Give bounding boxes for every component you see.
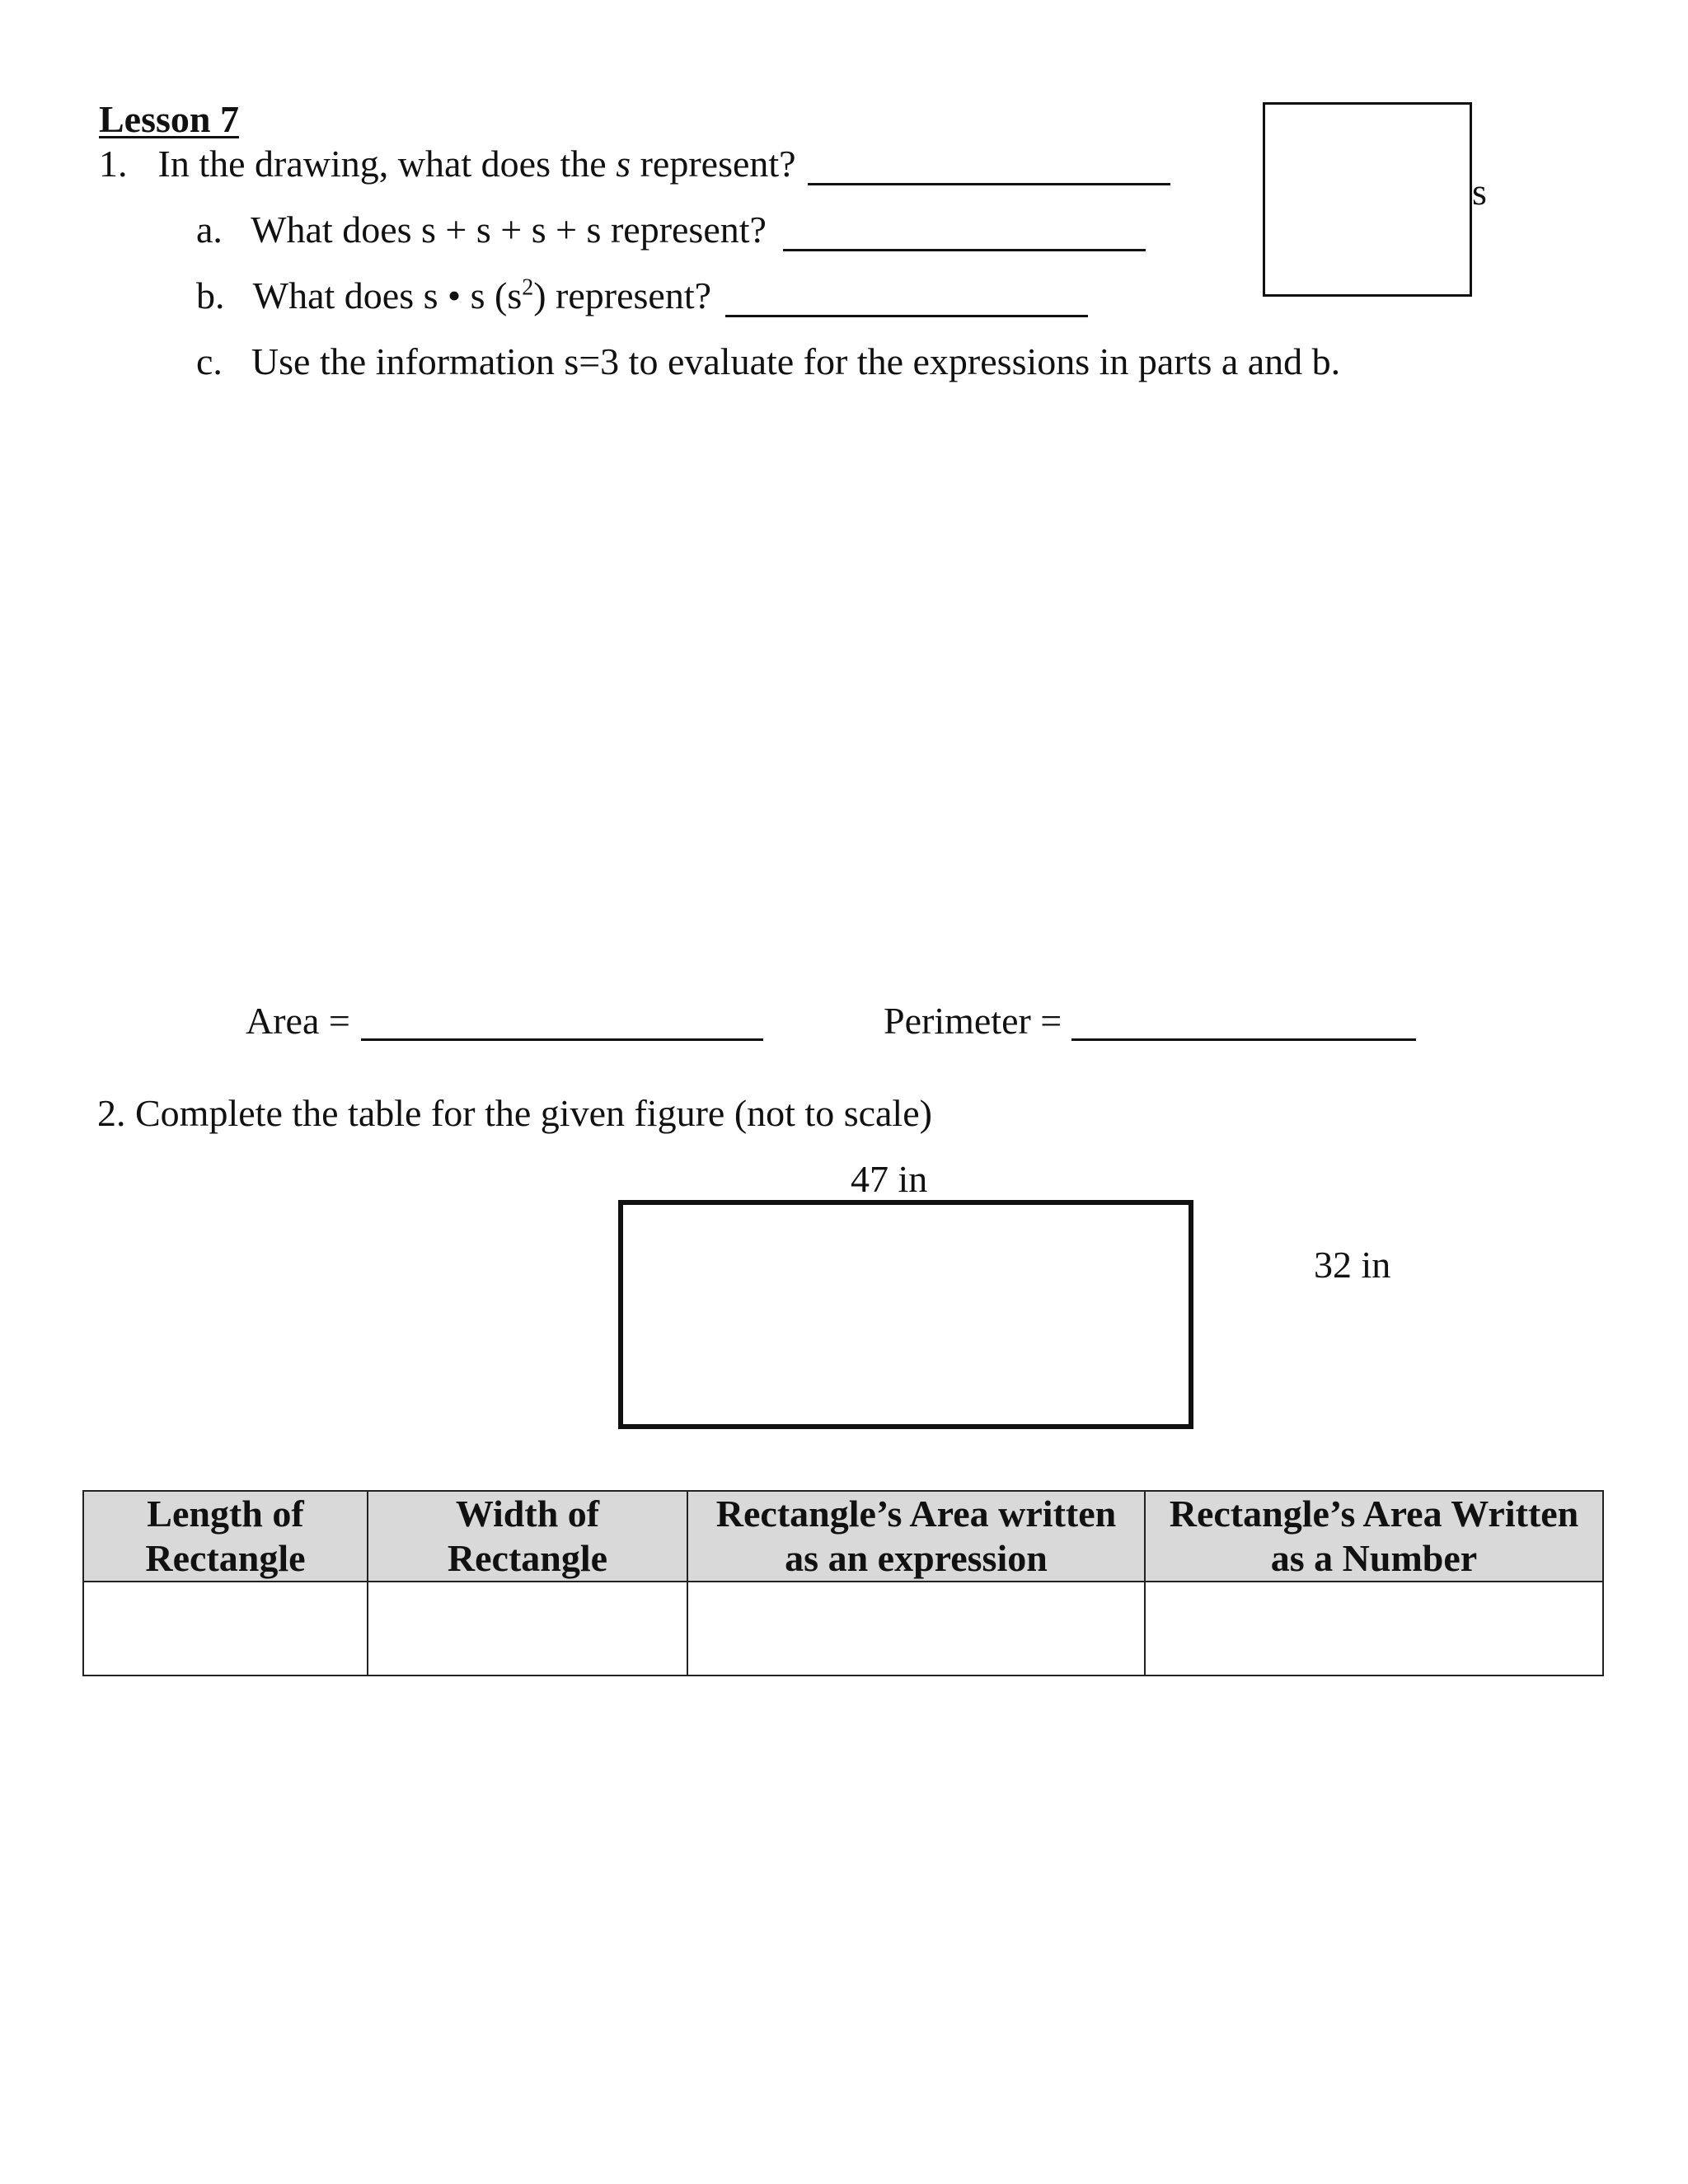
answer-blank-1a[interactable] [783,249,1146,251]
question-1c-text: Use the information s=3 to evaluate for the expressions in parts a and b. [251,340,1341,382]
question-1b-text-pre: What does s • s (s [252,274,523,316]
header-area-expression-line-2: as an expression [785,1537,1048,1579]
lesson-title: Lesson 7 [99,98,239,140]
question-1-text-before: In the drawing, what does the [157,143,607,185]
question-1b-superscript: 2 [522,274,534,301]
question-1b [196,274,711,318]
header-length-line-1: Length of [147,1493,304,1535]
header-area-number-line-1: Rectangle’s Area Written [1169,1493,1579,1535]
rectangle-width-label: 32 in [1314,1244,1391,1286]
rectangle-length-label: 47 in [851,1158,928,1200]
square-side-label: s [1472,171,1487,213]
question-1c-letter: c. [196,340,223,382]
area-answer-blank[interactable] [361,1038,763,1041]
header-length-line-2: Rectangle [145,1537,306,1579]
rectangle-figure [618,1200,1193,1429]
cell-length[interactable] [83,1582,368,1675]
question-2: 2. Complete the table for the given figure (not to scale) [97,1092,932,1134]
question-1a [196,208,767,252]
perimeter-label: Perimeter = [884,1000,1062,1042]
area-label: Area = [246,1000,350,1042]
header-area-expression-line-1: Rectangle’s Area written [715,1493,1117,1535]
question-1-number: 1. [99,143,128,185]
answer-blank-1b[interactable] [725,315,1088,317]
header-width [368,1491,687,1582]
question-1a-text: What does s + s + s + s represent? [251,209,767,251]
table-row [83,1582,1603,1675]
answer-blank-1[interactable] [808,183,1170,185]
perimeter-answer-blank[interactable] [1071,1038,1416,1041]
rectangle-table [82,1490,1604,1676]
table-header-row [83,1491,1603,1582]
question-1a-letter: a. [196,209,223,251]
question-1-text-after: represent? [640,143,796,185]
header-area-expression [687,1491,1145,1582]
header-area-number-line-2: as a Number [1270,1537,1478,1579]
question-1-variable: s [616,143,631,185]
square-figure [1263,102,1472,297]
question-1 [99,142,796,186]
cell-width[interactable] [368,1582,687,1675]
cell-area-number[interactable] [1145,1582,1603,1675]
question-1b-letter: b. [196,274,225,316]
header-width-line-1: Width of [455,1493,600,1535]
header-width-line-2: Rectangle [447,1537,608,1579]
header-length [83,1491,368,1582]
header-area-number [1145,1491,1603,1582]
cell-area-expression[interactable] [687,1582,1145,1675]
question-1b-text-post: ) represent? [533,274,712,316]
question-1c [196,340,1340,384]
